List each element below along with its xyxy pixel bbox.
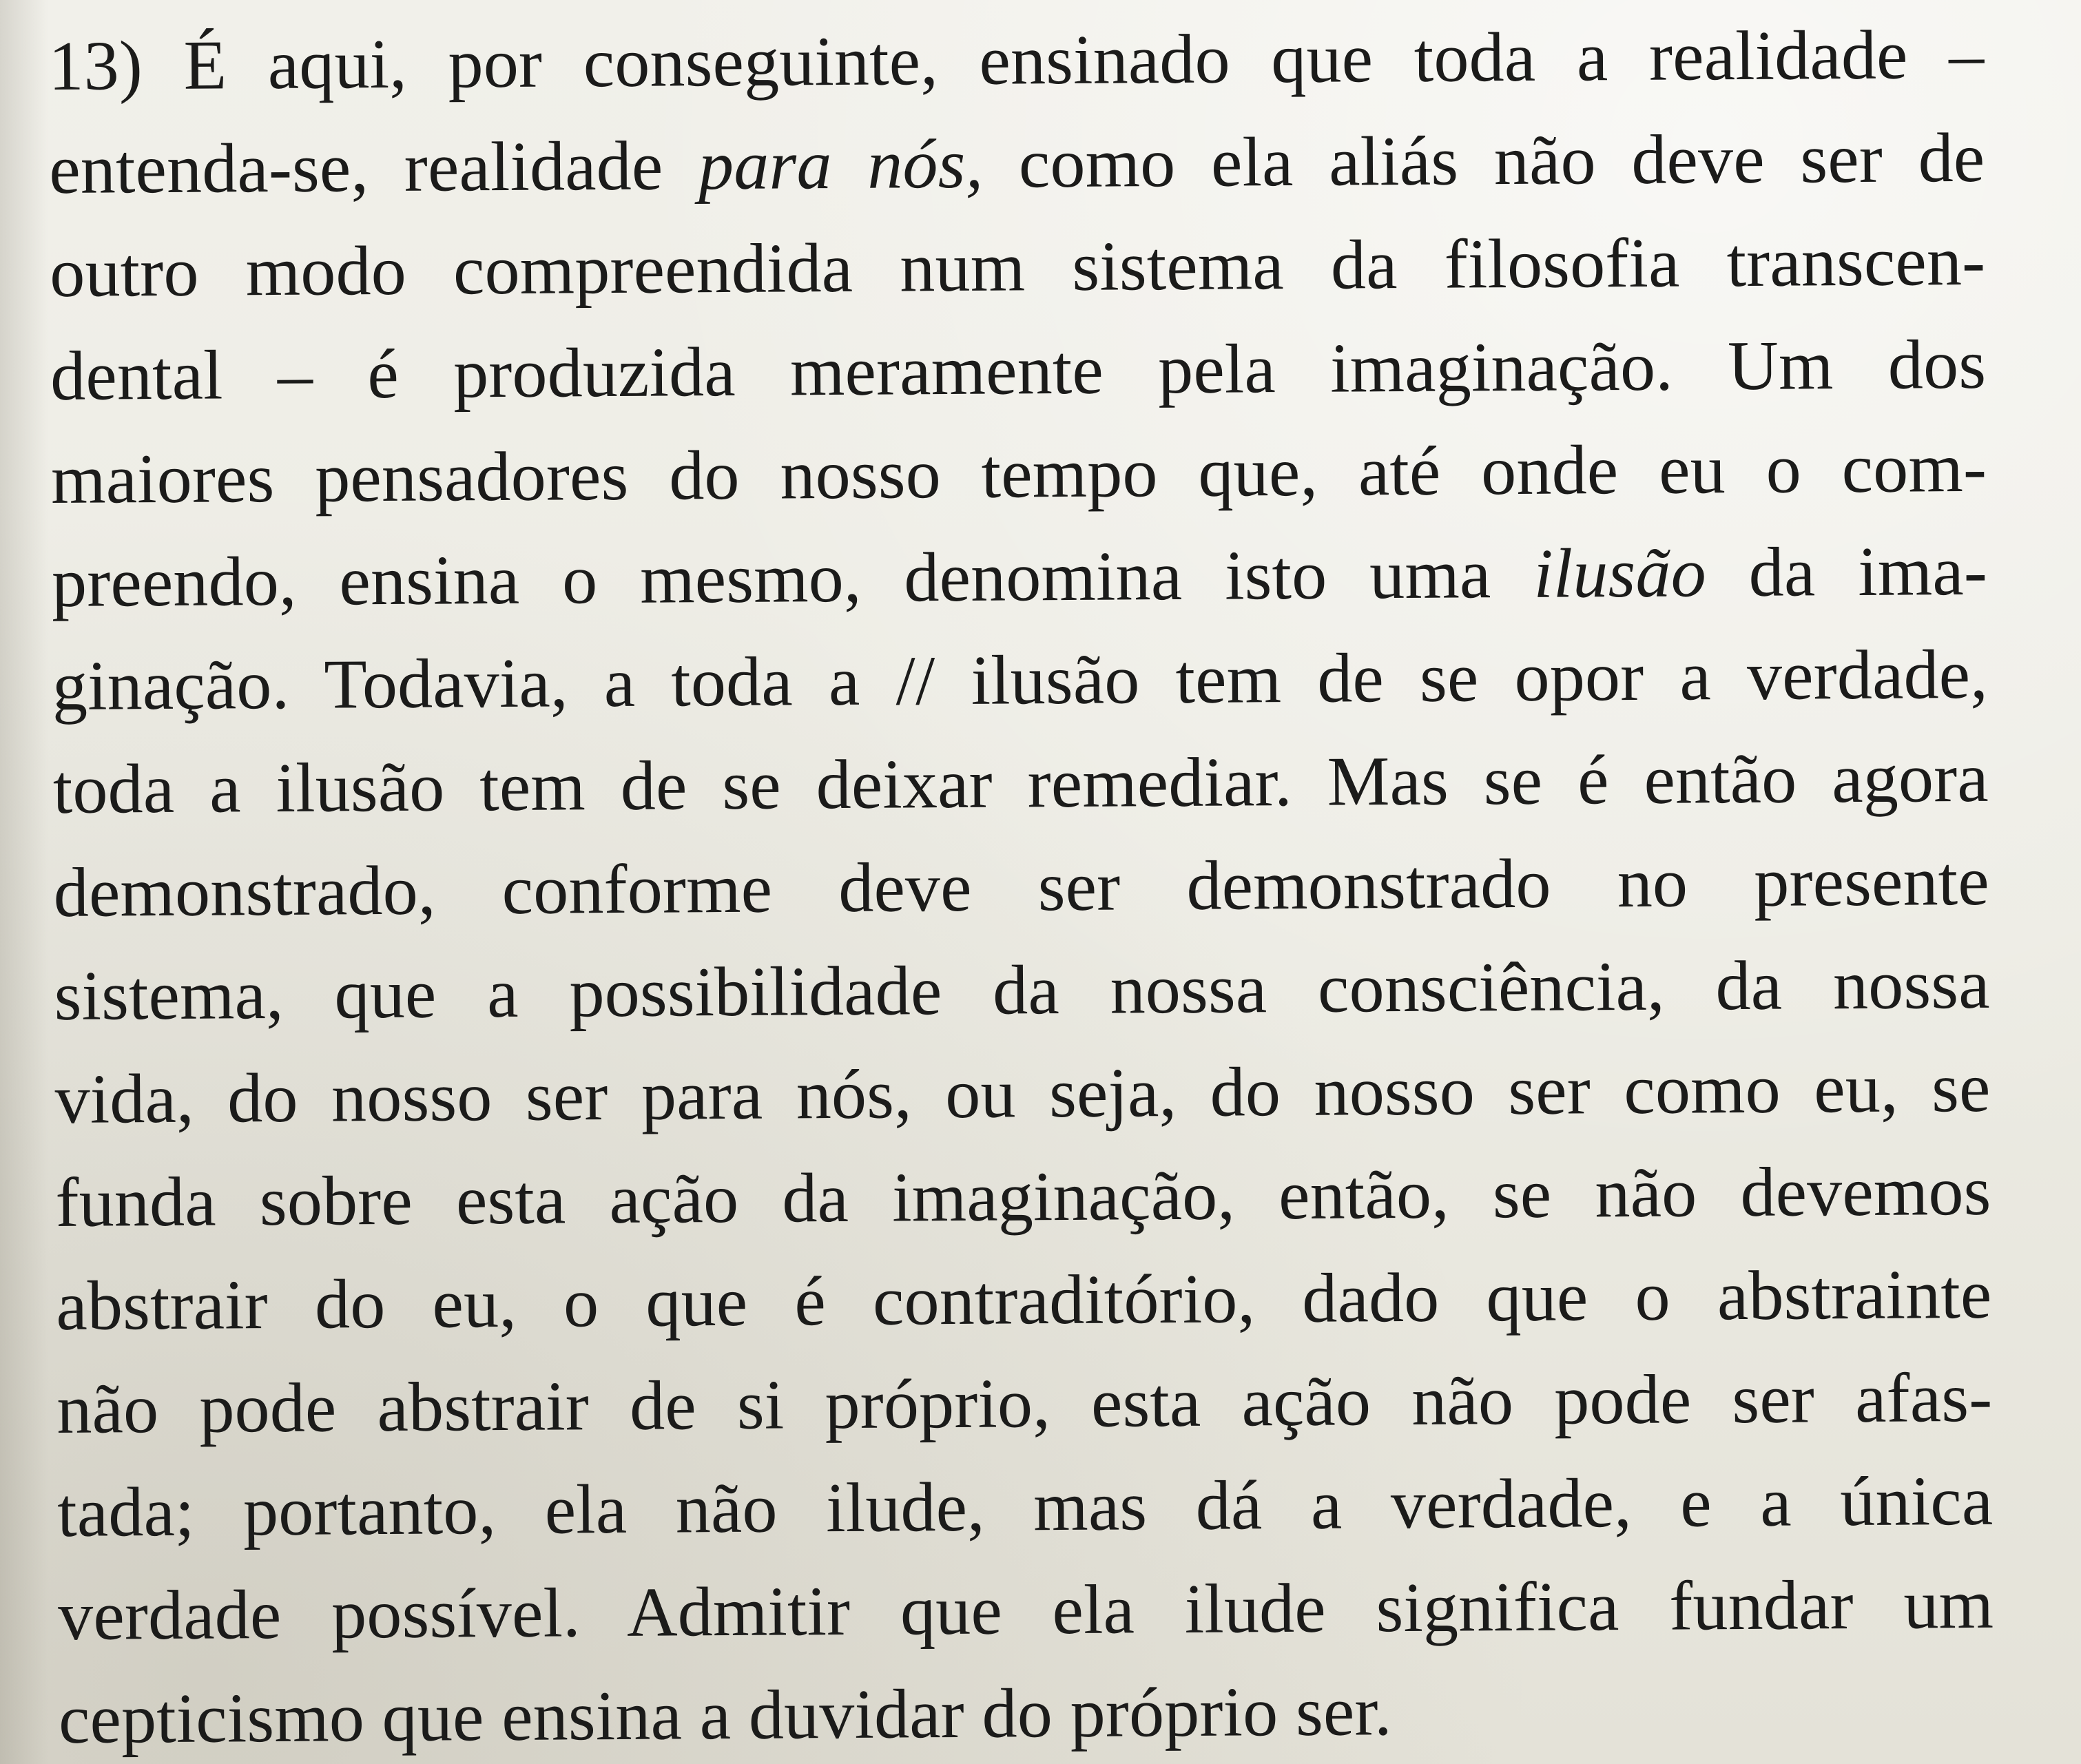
text-run: tada; portanto, ela não ilude, mas dá a verdade, e a única xyxy=(56,1462,1994,1552)
text-run: toda a ilusão tem de se deixar remediar. Mas se é então agora xyxy=(52,738,1989,829)
text-line xyxy=(54,933,1990,1048)
text-run: vida, do nosso ser para nós, ou seja, do nosso ser como eu, se xyxy=(54,1048,1991,1139)
italic-phrase: para nós, xyxy=(698,125,984,205)
text-run: preendo, ensina o mesmo, denomina isto uma xyxy=(51,535,1534,622)
text-run: entenda-se, realidade xyxy=(49,127,699,209)
text-run: 13) É aqui, por conseguinte, ensinado que toda a realidade – xyxy=(48,15,1985,105)
text-line xyxy=(52,520,1988,635)
text-line xyxy=(57,1450,1994,1565)
text-run: outro modo compreendida num sistema da filosofia transcen- xyxy=(49,222,1986,312)
text-line xyxy=(54,1037,1991,1152)
text-line xyxy=(58,1553,1994,1668)
text-line xyxy=(49,107,1985,222)
text-line xyxy=(55,1140,1991,1255)
text-line xyxy=(56,1243,1992,1358)
page-edge-shadow xyxy=(0,0,48,1764)
text-run: dental – é produzida meramente pela imaginação. Um dos xyxy=(50,325,1987,415)
text-line xyxy=(50,210,1986,325)
text-line xyxy=(50,313,1987,428)
italic-word: ilusão xyxy=(1533,534,1707,613)
text-line xyxy=(56,1347,1993,1462)
text-run: cepticismo que ensina a duvidar do próprio ser. xyxy=(58,1672,1392,1758)
text-line xyxy=(52,727,1989,842)
text-line xyxy=(52,623,1988,738)
text-line xyxy=(48,3,1985,118)
text-run: verdade possível. Admitir que ela ilude significa fundar um xyxy=(57,1565,1994,1655)
text-run: abstrair do eu, o que é contraditório, dado que o abstrainte xyxy=(56,1255,1992,1345)
text-run: sistema, que a possibilidade da nossa consciência, da nossa xyxy=(54,945,1990,1035)
text-run: maiores pensadores do nosso tempo que, até onde eu o com- xyxy=(50,428,1987,519)
text-run: não pode abstrair de si próprio, esta ação não pode ser afas- xyxy=(56,1358,1993,1449)
paragraph-13 xyxy=(48,3,1995,1764)
text-run: como ela aliás não deve ser de xyxy=(982,118,1985,203)
text-run: da ima- xyxy=(1706,532,1988,612)
text-run: funda sobre esta ação da imaginação, então, se não devemos xyxy=(55,1152,1991,1242)
text-run: ginação. Todavia, a toda a // ilusão tem de se opor a verdade, xyxy=(52,635,1989,725)
text-line xyxy=(51,417,1987,532)
text-run: demonstrado, conforme deve ser demonstrado no presente xyxy=(53,842,1990,932)
text-line xyxy=(53,830,1989,945)
text-line xyxy=(59,1657,1995,1764)
